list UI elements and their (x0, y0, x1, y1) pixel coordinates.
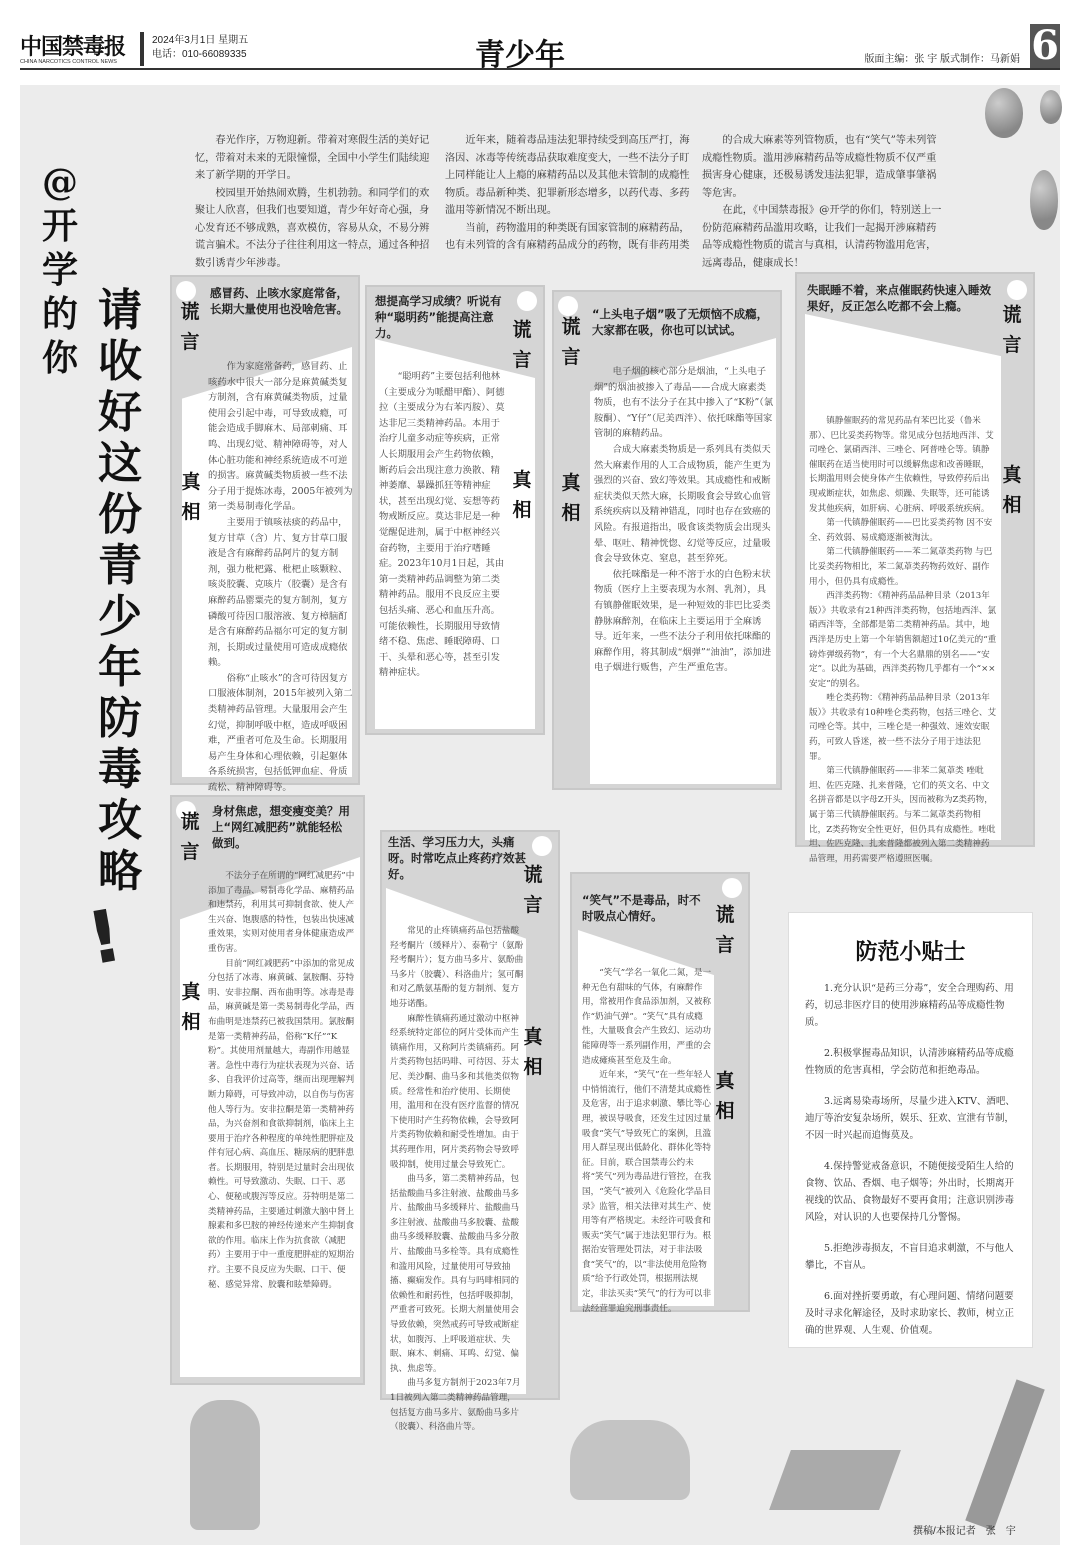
child-illustration-icon (190, 1400, 260, 1530)
intro-col-3 (702, 132, 942, 272)
editor-credits: 版面主编：张 宇 版式制作：马新娟 (864, 54, 1020, 65)
truth-paragraph: 电子烟的核心部分是烟油，“上头电子烟”的烟油被掺入了毒品——合成大麻素类物质，也有不法分子在其中掺入了“K粉”（氯胺酮）、“Y仔”（尼美西泮）、依托咪酯等国家管制的麻精药品。 (594, 366, 774, 440)
main-title: 请收好这份青少年防毒攻略 (98, 285, 142, 897)
tip-item: 2.积极掌握毒品知识，认清涉麻精药品等成瘾性物质的危害真相，学会防范和拒绝毒品。 (805, 1048, 1014, 1076)
intro-col-1 (195, 132, 433, 272)
truth-paragraph: 不法分子在所谓的“网红减肥药”中添加了毒品、易制毒化学品、麻精药品和违禁药，利用其可抑制食欲、使人产生兴奋、饱腹感的特性，包装出快速减重效果，实则对使用者身体健康造成严重伤害。 (208, 871, 355, 954)
issue-phone: 电话：010-66089335 (152, 49, 247, 60)
byline: 撰稿/本报记者 张 宇 (913, 1526, 1016, 1537)
book-illustration-icon (769, 1450, 901, 1510)
reading-child-illustration-icon (570, 1420, 690, 1500)
truth-label: 真相 (1002, 464, 1022, 516)
truth-paragraph: 第三代镇静催眠药——非苯二氮䓬类 唑吡坦、佐匹克隆、扎来普隆，它们的英文名、中文名拼音都是以字母Z开头，因而被称为Z类药物，属于第三代镇静催眠药。与苯二氮䓬类药物相比，Z类药物安全性更好，但仍具有成瘾性。唑吡坦、佐匹克隆、扎来普隆都被列入第二类精神药品管理，用药需要严格遵照医嘱。 (809, 766, 996, 864)
truth-label: 真相 (523, 1026, 543, 1078)
truth-paragraph: 曲马多，第二类精神药品，包括盐酸曲马多注射液、盐酸曲马多片、盐酸曲马多缓释片、盐酸曲马多注射液、盐酸曲马多胶囊、盐酸曲马多缓释胶囊、盐酸曲马多分散片、盐酸曲马多栓等。具有成瘾性和滥用风险，过量使用可导致抽搐、癫痫发作。具有与吗啡相同的依赖性和耐药性，包括呼吸抑制，严重者可致死。长期大剂量使用会导致依赖，突然戒药可导致戒断症状，如腹泻、上呼吸道症状、失眠、麻木、刺痛、耳鸣、幻觉、偏执、焦虑等。 (390, 1174, 519, 1374)
section-title: 青少年 (475, 38, 565, 73)
truth-label: 真相 (561, 472, 581, 524)
truth-paragraph: “聪明药”主要包括利他林（主要成分为哌醋甲酯）、阿德拉（主要成分为右苯丙胺）、莫达非尼三类精神药品。本用于治疗儿童多动症等疾病，正常人长期服用会产生药物依赖，断药后会出现注意力涣散、精神萎靡、暴躁抓狂等精神症状，甚至出现幻觉、妄想等药物戒断反应。莫达非尼是一种觉醒促进剂，属于中枢神经兴奋药物，主要用于治疗嗜睡症。2023年10月1日起，其由第一类精神药品调整为第二类精神药品。服用不良反应主要包括头痛、恶心和血压升高。可能依赖性，长期服用导致情绪不稳、焦虑、睡眠障碍、口干、头晕和恶心等，甚至引发精神症状。 (379, 371, 505, 679)
tip-item: 4.保持警觉戒备意识，不随便接受陌生人给的食物、饮品、香烟、电子烟等；外出时，长期离开视线的饮品、食物最好不要再食用；注意识别涉毒风险，对认识的人也要保持几分警惕。 (805, 1161, 1015, 1223)
tip-item: 3.远离易染毒场所，尽量少进入KTV、酒吧、迪厅等治安复杂场所，娱乐、狂欢、宣泄有节制，不因一时兴起而追悔莫及。 (805, 1096, 1015, 1141)
tip-item: 6.面对挫折要勇敢，有心理问题、情绪问题要及时寻求化解途径，及时求助家长、教师，树立正确的世界观、人生观、价值观。 (805, 1291, 1015, 1336)
hole-icon (532, 836, 552, 856)
lie-text: “笑气”不是毒品，时不时吸点心情好。 (582, 893, 701, 923)
myth-card-sleeping-pills (795, 272, 1035, 864)
issue-date: 2024年3月1日 星期五 (152, 35, 249, 46)
truth-paragraph: 目前“网红减肥药”中添加的常见成分包括了冰毒、麻黄碱、氯胺酮、芬特明、安非拉酮、西布曲明等。冰毒是毒品，麻黄碱是第一类易制毒化学品，西布曲明是违禁药已被我国禁用。氯胺酮是第一类精神药品，俗称“K仔”“K粉”。其使用剂量越大，毒副作用越显著。急性中毒行为症状表现为兴奋、话多、自我评价过高等，继而出现理解判断力障碍，可导致冲动，以自伤与伤害他人等行为。安非拉酮是第一类精神药品，为兴奋剂和食欲抑制剂，临床上主要用于治疗各种程度的单纯性肥胖症及伴有冠心病、高血压、糖尿病的肥胖患者。长期服用，特别是过量时会出现依赖性。可导致激动、失眠、口干、恶心、便秘或腹泻等反应。芬特明是第二类精神药品，主要通过刺激大脑中肾上腺素和多巴胺的神经传递来产生抑制食欲的作用。临床上作为抗食欲（减肥药）主要用于中一重度肥胖症的短期治疗。主要不良反应为失眠、口干、便秘、感觉异常、胶囊和眩晕障碍。 (208, 958, 355, 1290)
lie-text: 失眠睡不着，来点催眠药快速入睡效果好，反正怎么吃都不会上瘾。 (807, 283, 991, 313)
truth-paragraph: 第一代镇静催眠药——巴比妥类药物 因不安全、药效弱、易成瘾逐渐被淘汰。 (809, 518, 993, 543)
intro-paragraph: 当前，药物滥用的种类既有国家管制的麻精药品，也有未列管的含有麻精药品成分的药物，既有非药用类 (445, 222, 690, 251)
tip-item: 5.拒绝涉毒损友，不盲目追求刺激，不与他人攀比，不盲从。 (805, 1243, 1014, 1271)
truth-paragraph: 镇静催眠药的常见药品有苯巴比妥（鲁米那）、巴比妥类药物等。常见成分包括地西泮、艾司唑仑、氯硝西泮、三唑仑、阿普唑仑等。镇静催眠药在适当使用时可以缓解焦虑和改善睡眠，长期滥用则会使身体产生依赖性，导致停药后出现戒断症状，如焦虑、烦躁、失眠等，还可能诱发其他疾病，如肝病、心脏病、呼吸系统疾病。 (809, 416, 994, 514)
truth-text (390, 924, 524, 1435)
tips-panel (788, 912, 1033, 1348)
page-number: 6 (1031, 22, 1059, 69)
balloon-icon (985, 88, 1023, 138)
truth-text (582, 966, 712, 1316)
truth-paragraph: 近年来，“笑气”在一些年轻人中悄悄流行，他们不清楚其成瘾性及危害，出于追求刺激、攀比等心理，被误导吸食，还发生过因过量吸食“笑气”导致死亡的案例，且滥用人群呈现出低龄化、群体化等特征。目前，联合国禁毒公约未将“笑气”列为毒品进行管控，在我国，“笑气”被列入《危险化学品目录》监管，相关法律对其生产、使用等有严格规定。未经许可吸食和贩卖“笑气”属于违法犯罪行为。根据治安管理处罚法，对于非法吸食“笑气”的，以“非法使用危险物质”给予行政处罚，根据刑法规定，非法买卖“笑气”的行为可以非法经营罪追究刑事责任。 (582, 1070, 712, 1314)
balloon-icon (1040, 90, 1062, 124)
intro-paragraph: 的合成大麻素等列管物质，也有“笑气”等未列管成瘾性物质。滥用涉麻精药品等成瘾性物质不仅严重损害身心健康，还极易诱发违法犯罪，造成肇事肇祸等危害。 (702, 135, 937, 199)
lie-label: 谎言 (523, 864, 543, 916)
truth-label: 真相 (512, 469, 532, 521)
hole-icon (517, 291, 537, 311)
truth-text (208, 359, 353, 796)
myth-card-diet-pills (170, 795, 365, 1385)
intro-paragraph: 校园里开始热闹欢腾，生机勃勃。和同学们的欢聚让人欣喜，但我们也要知道，青少年好奇心强，身心发育还不够成熟，喜欢模仿，容易从众，不易分辨谎言骗术。不法分子往往利用这一特点，通过各种招数引诱青少年涉毒。 (195, 187, 430, 269)
truth-label: 真相 (715, 1070, 735, 1122)
myth-card-painkillers (380, 830, 560, 1433)
lie-label: 谎言 (561, 316, 581, 368)
lie-text: 感冒药、止咳水家庭常备，长期大量使用也没啥危害。 (210, 286, 348, 316)
hole-icon (722, 878, 742, 898)
tips-title: 防范小贴士 (855, 939, 966, 965)
lie-text: 身材焦虑，想变瘦变美？用上“网红减肥药”就能轻松做到。 (212, 804, 350, 850)
truth-text (208, 869, 358, 1292)
issue-info (152, 34, 248, 62)
truth-paragraph: 作为家庭常备药，感冒药、止咳药水中很大一部分是麻黄碱类复方制剂，含有麻黄碱类物质，过量使用会引起中毒，可导致成瘾，可能会造成手脚麻木、局部刺痛、耳鸣、出现幻觉、精神障碍等，对人体心脏功能和神经系统造成不可逆的损害。麻黄碱类物质被一些不法分子用于提炼冰毒，2005年被列为第一类易制毒化学品。 (208, 361, 353, 513)
lie-label: 谎言 (180, 301, 200, 353)
truth-label: 真相 (181, 471, 201, 523)
paper-logo: 中国禁毒报 (20, 34, 126, 60)
at-title: @开学的你 (41, 161, 78, 379)
intro-paragraph: 在此，《中国禁毒报》@开学的你们，特别送上一份防范麻精药品滥用攻略，让我们一起揭开涉麻精药品等成瘾性物质的谎言与真相，认清药物滥用危害，远离毒品，健康成长！ (702, 205, 942, 269)
truth-paragraph: 俗称“止咳水”的含可待因复方口服液体制剂，2015年被列入第二类精神药品管理。大量服用会产生幻觉，抑制呼吸中枢，造成呼吸困难，严重者可危及生命。长期服用易产生身体和心理依赖，引起躯体各系统损害，包括低钾血症、骨质疏松、精神障碍等。 (208, 672, 353, 794)
lie-text: 生活、学习压力大，头痛呀。时常吃点止疼药疗效甚好。 (388, 835, 526, 881)
myth-card-laughing-gas (570, 872, 750, 1312)
hole-icon (1007, 280, 1027, 300)
masthead (20, 22, 1060, 73)
lie-text: 想提高学习成绩？听说有种“聪明药”能提高注意力。 (375, 294, 502, 340)
lie-text: “上头电子烟”吸了无烦恼不成瘾，大家都在吸，你也可以试试。 (592, 307, 769, 337)
intro-col-2 (445, 132, 690, 255)
truth-paragraph: 合成大麻素类物质是一系列具有类似天然大麻素作用的人工合成物质，能产生更为强烈的兴奋、致幻等效果。其成瘾性和戒断症状类似天然大麻，长期吸食会导致心血管系统疾病以及精神错乱，同时也存在致癌的风险。有报道指出，吸食该类物质会出现头晕、呕吐、精神恍惚、幻觉等反应，过量吸食会导致休克、窒息，甚至猝死。 (594, 443, 771, 565)
truth-paragraph: 主要用于镇咳祛痰的药品中，复方甘草（含）片、复方甘草口服液是含有麻醉药品阿片的复方制剂，强力枇杷露、枇杷止咳颗粒、咳炎胶囊、克咳片（胶囊）是含有麻醉药品罂粟壳的复方制剂，复方磷酸可待因口服溶液、复方樟脑酊是含有麻醉药品福尔可定的复方制剂，长期或过量使用可造成成瘾依赖。 (208, 516, 348, 669)
tip-item: 1.充分认识“是药三分毒”，安全合理购药、用药，切忌非医疗目的使用涉麻精药品等成瘾性物质。 (805, 983, 1014, 1028)
truth-label: 真相 (181, 981, 201, 1033)
truth-paragraph: 唑仑类药物：《精神药品品种目录（2013年版）》共收录有10种唑仑类药物，包括三唑仑、艾司唑仑等。其中，三唑仑是一种强效、速效安眠药，可致人昏迷，被一些不法分子用于违法犯罪。 (809, 693, 997, 762)
lie-label: 谎言 (715, 904, 735, 956)
exclamation-icon: ! (80, 892, 128, 982)
truth-text (379, 369, 507, 681)
truth-text (594, 364, 774, 676)
lie-label: 谎言 (512, 319, 532, 371)
lie-label: 谎言 (1002, 304, 1022, 356)
myth-card-smart-drug (365, 285, 545, 735)
lie-label: 谎言 (180, 811, 200, 863)
paper-logo-en: CHINA NARCOTICS CONTROL NEWS (20, 59, 117, 65)
truth-paragraph: 西泮类药物：《精神药品品种目录（2013年版）》共收录有21种西泮类药物，包括地西泮、氯硝西泮等，全部都是第二类精神药品。其中，地西泮是历史上第一个年销售额超过10亿美元的“重磅炸弹级药物”，有一个大名鼎鼎的别名——“安定”。以此为基础，西泮类药物几乎都有一个“××安定”的别名。 (809, 591, 997, 689)
intro-paragraph: 近年来，随着毒品违法犯罪持续受到高压严打，海洛因、冰毒等传统毒品获取难度变大，一些不法分子盯上同样能让人上瘾的麻精药品以及其他未管制的成瘾性物质。毒品新种类、犯罪新形态增多，以药代毒、多药滥用等新情况不断出现。 (445, 135, 690, 216)
truth-paragraph: “笑气”学名一氧化二氮，是一种无色有甜味的气体，有麻醉作用，常被用作食品添加剂，又被称作“奶油气弹”。“笑气”具有成瘾性，大量吸食会产生致幻、运动功能障碍等一系列副作用，严重的会造成瘫痪甚至危及生命。 (582, 968, 712, 1066)
balloon-icon (1030, 170, 1058, 230)
myth-card-cold-medicine (170, 275, 360, 794)
truth-paragraph: 曲马多复方制剂于2023年7月1日被列入第二类精神药品管理，包括复方曲马多片、氨酚曲马多片（胶囊）、科洛曲片等。 (390, 1378, 521, 1433)
intro-paragraph: 春光作序，万物迎新。带着对寒假生活的美好记忆，带着对未来的无限憧憬，全国中小学生们陆续迎来了新学期的开学日。 (195, 135, 430, 181)
truth-text (809, 414, 997, 866)
truth-paragraph: 依托咪酯是一种不溶于水的白色粉末状物质（医疗上主要表现为水剂、乳剂），具有镇静催眠效果，是一种短效的非巴比妥类静脉麻醉剂，在临床上主要运用于全麻诱导。近年来，一些不法分子利用依托咪酯的麻醉作用，将其制成“烟弹”“油油”，添加进电子烟进行贩售，产生严重危害。 (594, 568, 772, 674)
truth-paragraph: 麻醉性镇痛药通过激动中枢神经系统特定部位的阿片受体而产生镇痛作用，又称阿片类镇痛药。阿片类药物包括吗啡、可待因、芬太尼、美沙酮、曲马多和其他类似物质。经常性和治疗使用、长期使用，滥用和在没有医疗监督的情况下使用时产生药物依赖，会导致阿片类药物依赖和耐受性增加。由于其药理作用，阿片类药物会导致呼吸抑制，使用过量会导致死亡。 (390, 1013, 519, 1170)
truth-paragraph: 第二代镇静催眠药——苯二氮䓬类药物 与巴比妥类药物相比，苯二氮䓬类药物药效好、副作用小，但仍具有成瘾性。 (809, 547, 993, 587)
masthead-divider (140, 32, 144, 66)
truth-paragraph: 常见的止疼镇痛药品包括盐酸羟考酮片（缓释片）、泰勒宁（氨酚羟考酮片）；复方曲马多片、氨酚曲马多片（胶囊）、科洛曲片；氢可酮和对乙酰氨基酚的复方制剂、复方地芬诺酯。 (390, 926, 524, 1009)
myth-card-e-cigarette (552, 290, 782, 790)
